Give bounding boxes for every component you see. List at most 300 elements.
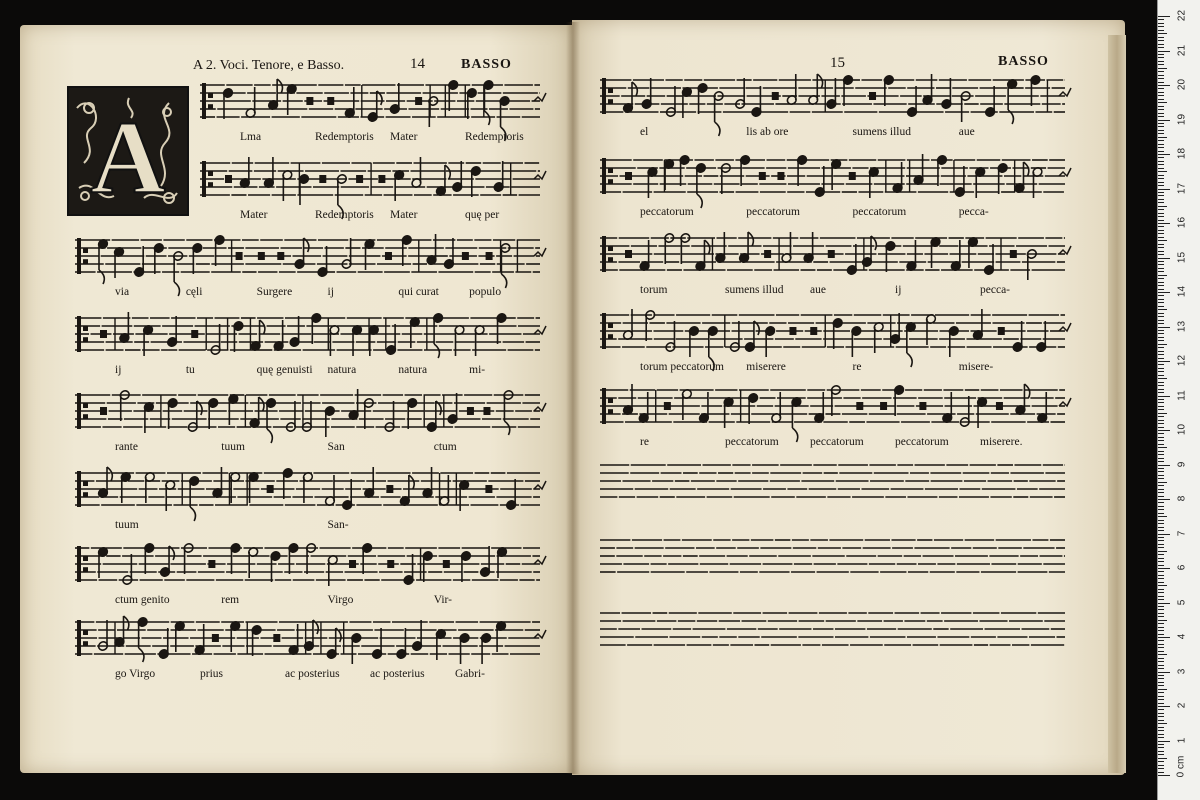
ruler-tick	[1158, 772, 1164, 773]
ruler-tick	[1158, 137, 1167, 138]
ruler-tick	[1158, 254, 1164, 255]
ruler-tick	[1158, 295, 1164, 296]
rest-symbol	[306, 97, 313, 105]
ruler-cm-label: 6	[1176, 564, 1188, 571]
ruler-cm-label: 14	[1176, 285, 1188, 298]
ruler-tick	[1158, 665, 1164, 666]
ruler-tick	[1158, 682, 1164, 683]
ruler-tick	[1158, 85, 1170, 86]
ruler-tick	[1158, 678, 1164, 679]
ruler-tick	[1158, 471, 1164, 472]
ruler-tick	[1158, 685, 1164, 686]
ruler-tick	[1158, 130, 1164, 131]
clef-symbol	[608, 323, 613, 328]
ruler-tick	[1158, 264, 1164, 265]
ruler-tick	[1158, 144, 1164, 145]
rest-symbol	[378, 175, 385, 183]
left-lyric-syllable: tuum	[115, 519, 139, 531]
ruler-tick	[1158, 751, 1164, 752]
custos-mark	[534, 556, 546, 564]
right-lyric-syllable: peccatorum	[725, 436, 779, 448]
ruler-tick	[1158, 423, 1164, 424]
ruler-tick	[1158, 458, 1164, 459]
ruler-tick	[1158, 692, 1164, 693]
ruler-tick	[1158, 185, 1164, 186]
rest-symbol	[258, 252, 265, 260]
ruler-tick	[1158, 730, 1164, 731]
note-flag	[697, 194, 702, 208]
ruler-tick	[1158, 333, 1164, 334]
ruler-tick	[1158, 289, 1164, 290]
right-lyric-syllable: miserere.	[980, 436, 1023, 448]
clef-symbol	[77, 238, 81, 274]
ruler-tick	[1158, 175, 1164, 176]
clef-symbol	[608, 257, 613, 262]
part-name-left: BASSO	[461, 57, 512, 72]
clef-symbol	[602, 236, 606, 272]
rest-symbol	[100, 407, 107, 415]
ruler-tick	[1158, 220, 1164, 221]
ruler-tick	[1158, 585, 1167, 586]
clef-symbol	[602, 313, 606, 349]
left-lyric-syllable: natura	[398, 364, 428, 376]
note-flag	[484, 111, 489, 125]
ruler-tick	[1158, 320, 1164, 321]
right-lyric-syllable: sumens illud	[852, 126, 911, 138]
ruler-tick	[1158, 71, 1164, 72]
note-flag	[190, 507, 195, 521]
rest-symbol	[772, 92, 779, 100]
clef-symbol	[83, 248, 88, 253]
ruler-tick	[1158, 461, 1164, 462]
ruler-tick	[1158, 409, 1164, 410]
rest-symbol	[828, 250, 835, 258]
clef-symbol	[77, 471, 81, 507]
ruler-tick	[1158, 737, 1164, 738]
left-lyric-syllable: populo	[469, 286, 502, 298]
ruler-tick	[1158, 230, 1164, 231]
custos-mark	[534, 326, 546, 334]
ruler-tick	[1158, 761, 1164, 762]
ruler-tick	[1158, 47, 1164, 48]
ruler-tick	[1158, 182, 1164, 183]
rest-symbol	[810, 327, 817, 335]
ruler-tick	[1158, 113, 1164, 114]
right-lyric-syllable: peccatorum	[640, 206, 694, 218]
ruler-tick	[1158, 106, 1164, 107]
left-lyric-syllable: Vir-	[433, 594, 452, 606]
rest-symbol	[273, 634, 280, 642]
ruler-tick	[1158, 389, 1164, 390]
ruler-tick	[1158, 95, 1164, 96]
ruler-tick	[1158, 447, 1167, 448]
ruler-tick	[1158, 323, 1164, 324]
ruler-cm-label: 13	[1176, 320, 1188, 332]
custos-mark	[534, 630, 546, 638]
ruler-tick	[1158, 268, 1164, 269]
rest-symbol	[777, 172, 784, 180]
custos-mark	[534, 171, 546, 179]
rest-symbol	[415, 97, 422, 105]
ruler-tick	[1158, 102, 1167, 103]
ruler-tick	[1158, 578, 1164, 579]
ruler-tick	[1158, 482, 1167, 483]
part-name-right: BASSO	[998, 54, 1049, 69]
left-lyric-syllable: Lma	[240, 131, 262, 143]
left-lyric-syllable: mi-	[469, 364, 486, 376]
ruler-tick	[1158, 157, 1164, 158]
ruler-tick	[1158, 534, 1170, 535]
ruler-tick	[1158, 209, 1164, 210]
ruler-tick	[1158, 344, 1167, 345]
clef-symbol	[602, 78, 606, 114]
ruler-tick	[1158, 337, 1164, 338]
ruler-tick	[1158, 444, 1164, 445]
ruler-tick	[1158, 61, 1164, 62]
clef-symbol	[83, 492, 88, 497]
ruler-tick	[1158, 23, 1164, 24]
left-lyric-syllable: via	[115, 286, 130, 298]
ruler-cm-label: 18	[1176, 147, 1188, 160]
ruler-tick	[1158, 168, 1164, 169]
note-flag	[715, 122, 720, 136]
rest-symbol	[625, 250, 632, 258]
ruler-tick	[1158, 358, 1164, 359]
ruler-tick	[1158, 26, 1164, 27]
ruler-tick	[1158, 499, 1170, 500]
rest-symbol	[486, 252, 493, 260]
rest-symbol	[386, 485, 393, 493]
voice-header: A 2. Voci. Tenore, e Basso.	[193, 58, 345, 73]
ruler-tick	[1158, 382, 1164, 383]
ruler-cm-label: 7	[1176, 530, 1188, 536]
ruler-tick	[1158, 216, 1164, 217]
ruler-cm-label: 12	[1176, 354, 1188, 367]
ruler-tick	[1158, 592, 1164, 593]
ruler-tick	[1158, 661, 1164, 662]
rest-symbol	[327, 97, 334, 105]
custos-mark	[1059, 246, 1071, 254]
ruler-tick	[1158, 68, 1167, 69]
ruler-tick	[1158, 530, 1164, 531]
ruler-cm-label: 10	[1176, 423, 1188, 436]
ruler-tick	[1158, 40, 1164, 41]
left-lyric-syllable: Redemptoris	[315, 209, 374, 221]
clef-symbol	[202, 83, 206, 119]
ruler-tick	[1158, 399, 1164, 400]
ruler-tick	[1158, 88, 1164, 89]
note-flag	[434, 344, 439, 358]
ruler-tick	[1158, 544, 1164, 545]
left-lyric-syllable: rante	[115, 441, 138, 453]
right-lyric-syllable: miserere	[746, 361, 786, 373]
clef-symbol	[83, 481, 88, 486]
ruler-tick	[1158, 668, 1164, 669]
ruler-tick	[1158, 406, 1164, 407]
rest-symbol	[789, 327, 796, 335]
rest-symbol	[462, 252, 469, 260]
right-lyric-syllable: misere-	[958, 361, 994, 373]
rest-symbol	[625, 172, 632, 180]
ruler-cm-label: 5	[1176, 599, 1188, 605]
ruler-tick	[1158, 282, 1164, 283]
right-lyric-syllable: re	[852, 361, 862, 373]
ruler-tick	[1158, 606, 1164, 607]
ruler-tick	[1158, 57, 1164, 58]
rest-symbol	[349, 560, 356, 568]
ruler-tick	[1158, 709, 1164, 710]
rest-symbol	[191, 330, 198, 338]
clef-symbol	[608, 99, 613, 104]
ruler-tick	[1158, 478, 1164, 479]
ruler-tick	[1158, 489, 1164, 490]
ruler-tick	[1158, 468, 1164, 469]
ruler-tick	[1158, 251, 1164, 252]
clef-symbol	[77, 316, 81, 352]
ruler-tick	[1158, 292, 1170, 293]
ruler-tick	[1158, 116, 1164, 117]
right-lyric-syllable: sumens illud	[725, 284, 784, 296]
note-flag	[267, 429, 272, 443]
ruler-tick	[1158, 599, 1164, 600]
clef-symbol	[602, 388, 606, 424]
ruler-tick	[1158, 261, 1164, 262]
ruler-tick	[1158, 613, 1164, 614]
ruler-tick	[1158, 623, 1164, 624]
clef-symbol	[77, 620, 81, 656]
ruler-tick	[1158, 634, 1164, 635]
ruler-tick	[1158, 154, 1170, 155]
ruler-tick	[1158, 520, 1164, 521]
ruler-tick	[1158, 396, 1170, 397]
note-flag	[139, 648, 144, 662]
right-lyric-syllable: pecca-	[958, 206, 989, 218]
ruler-tick	[1158, 189, 1170, 190]
ruler-tick	[1158, 675, 1164, 676]
ruler-tick	[1158, 133, 1164, 134]
ruler-tick	[1158, 627, 1164, 628]
ruler-tick	[1158, 213, 1164, 214]
clef-symbol	[608, 246, 613, 251]
ruler-tick	[1158, 596, 1164, 597]
clef-symbol	[608, 398, 613, 403]
rest-symbol	[208, 560, 215, 568]
ruler-tick	[1158, 299, 1164, 300]
rest-symbol	[236, 252, 243, 260]
ruler-cm-label: 1	[1176, 737, 1188, 743]
ruler-tick	[1158, 171, 1167, 172]
ruler-tick	[1158, 571, 1164, 572]
ruler-tick	[1158, 378, 1167, 379]
initial-letter: A	[90, 100, 166, 214]
ruler-tick	[1158, 30, 1164, 31]
ruler-tick	[1158, 278, 1164, 279]
ruler-tick	[1158, 351, 1164, 352]
left-lyric-syllable: San-	[327, 519, 349, 531]
left-lyric-syllable: Mater	[390, 209, 418, 221]
ruler-tick	[1158, 178, 1164, 179]
ruler-tick	[1158, 589, 1164, 590]
right-lyric-syllable: ij	[895, 284, 902, 296]
clef-symbol	[608, 409, 613, 414]
left-lyric-syllable: go Virgo	[115, 668, 156, 680]
rest-symbol	[483, 407, 490, 415]
ruler-tick	[1158, 516, 1167, 517]
rest-symbol	[100, 330, 107, 338]
left-lyric-syllable: tuum	[221, 441, 245, 453]
ruler-tick	[1158, 696, 1164, 697]
custos-mark	[534, 248, 546, 256]
ruler-tick	[1158, 385, 1164, 386]
rest-symbol	[869, 92, 876, 100]
ruler-tick	[1158, 775, 1170, 776]
ruler-tick	[1158, 727, 1164, 728]
left-lyric-syllable: quę genuisti	[256, 364, 313, 376]
clef-symbol	[83, 403, 88, 408]
note-flag	[504, 421, 509, 435]
ruler-cm-label: 20	[1176, 78, 1188, 91]
ruler-tick	[1158, 302, 1164, 303]
clef-symbol	[208, 93, 213, 98]
ruler-tick	[1158, 630, 1164, 631]
ruler-tick	[1158, 223, 1170, 224]
clef-symbol	[208, 171, 213, 176]
right-lyric-syllable: lis ab ore	[746, 126, 789, 138]
left-lyric-syllable: ij	[115, 364, 122, 376]
ruler-unit-label: 0 cm	[1175, 755, 1187, 778]
ruler-tick	[1158, 347, 1164, 348]
ruler-tick	[1158, 754, 1164, 755]
clef-symbol	[602, 158, 606, 194]
custos-mark	[1059, 168, 1071, 176]
ruler-tick	[1158, 368, 1164, 369]
ruler-tick	[1158, 275, 1167, 276]
ruler-tick	[1158, 375, 1164, 376]
ruler-tick	[1158, 285, 1164, 286]
right-lyric-syllable: peccatorum	[810, 436, 864, 448]
ruler-cm-label: 4	[1176, 633, 1188, 640]
ruler-tick	[1158, 654, 1167, 655]
right-lyric-syllable: peccatorum	[746, 206, 800, 218]
ruler-tick	[1158, 502, 1164, 503]
ruler-tick	[1158, 151, 1164, 152]
ruler-tick	[1158, 92, 1164, 93]
ruler-tick	[1158, 364, 1164, 365]
ruler-tick	[1158, 603, 1170, 604]
ruler-tick	[1158, 233, 1164, 234]
ruler-tick	[1158, 527, 1164, 528]
ruler-tick	[1158, 699, 1164, 700]
rest-symbol	[485, 485, 492, 493]
ruler-tick	[1158, 75, 1164, 76]
ruler-cm-label: 22	[1176, 9, 1188, 22]
left-lyric-syllable: ctum genito	[115, 594, 170, 606]
note-flag	[907, 353, 912, 367]
right-lyric-syllable: torum peccatorum	[640, 361, 724, 373]
ruler-tick	[1158, 82, 1164, 83]
rest-symbol	[880, 402, 887, 410]
ruler-tick	[1158, 561, 1164, 562]
ruler-tick	[1158, 427, 1164, 428]
custos-mark	[1059, 398, 1071, 406]
ruler-tick	[1158, 703, 1164, 704]
custos-mark	[534, 93, 546, 101]
ruler-tick	[1158, 640, 1164, 641]
right-lyric-syllable: aue	[810, 284, 826, 296]
ruler-tick	[1158, 271, 1164, 272]
rest-symbol	[856, 402, 863, 410]
clef-symbol	[83, 414, 88, 419]
left-lyric-syllable: San	[327, 441, 345, 453]
rest-symbol	[996, 402, 1003, 410]
ruler-tick	[1158, 33, 1167, 34]
ruler-tick	[1158, 540, 1164, 541]
ruler-tick	[1158, 651, 1164, 652]
ruler-tick	[1158, 54, 1164, 55]
left-lyric-syllable: tu	[185, 364, 195, 376]
left-lyric-syllable: ac posterius	[370, 668, 425, 680]
ruler-tick	[1158, 164, 1164, 165]
ruler-tick	[1158, 430, 1170, 431]
ruler-tick	[1158, 99, 1164, 100]
ruler-tick	[1158, 37, 1164, 38]
ruler-tick	[1158, 720, 1164, 721]
ruler-tick	[1158, 637, 1170, 638]
ruler-tick	[1158, 147, 1164, 148]
ruler-tick	[1158, 392, 1164, 393]
ruler-tick	[1158, 744, 1164, 745]
ruler-tick	[1158, 51, 1170, 52]
rest-symbol	[267, 485, 274, 493]
ruler-tick	[1158, 537, 1164, 538]
clef-symbol	[608, 88, 613, 93]
rest-symbol	[319, 175, 326, 183]
clef-symbol	[83, 337, 88, 342]
clef-symbol	[77, 546, 81, 582]
custos-mark	[534, 403, 546, 411]
ruler-cm-label: 21	[1176, 44, 1188, 56]
ruler-tick	[1158, 620, 1167, 621]
ruler-tick	[1158, 206, 1167, 207]
ruler-tick	[1158, 340, 1164, 341]
right-lyric-syllable: torum	[640, 284, 668, 296]
clef-symbol	[608, 179, 613, 184]
ruler-tick	[1158, 306, 1164, 307]
ruler-tick	[1158, 616, 1164, 617]
rest-symbol	[356, 175, 363, 183]
ruler-tick	[1158, 758, 1167, 759]
ruler-tick	[1158, 258, 1170, 259]
ruler-tick	[1158, 240, 1167, 241]
clef-symbol	[83, 556, 88, 561]
note-flag	[107, 467, 112, 481]
rest-symbol	[387, 560, 394, 568]
ruler-tick	[1158, 420, 1164, 421]
left-lyric-syllable: natura	[327, 364, 357, 376]
ruler-tick	[1158, 716, 1164, 717]
left-lyric-syllable: cęli	[185, 286, 203, 298]
ruler-cm-label: 11	[1176, 389, 1188, 401]
left-lyric-syllable: ctum	[433, 441, 457, 453]
ruler-tick	[1158, 354, 1164, 355]
ruler-tick	[1158, 123, 1164, 124]
rest-symbol	[443, 560, 450, 568]
ruler-tick	[1158, 226, 1164, 227]
left-lyric-syllable: rem	[221, 594, 240, 606]
ruler-tick	[1158, 723, 1167, 724]
left-lyric-syllable: Redemptoris	[315, 131, 374, 143]
ruler-tick	[1158, 509, 1164, 510]
